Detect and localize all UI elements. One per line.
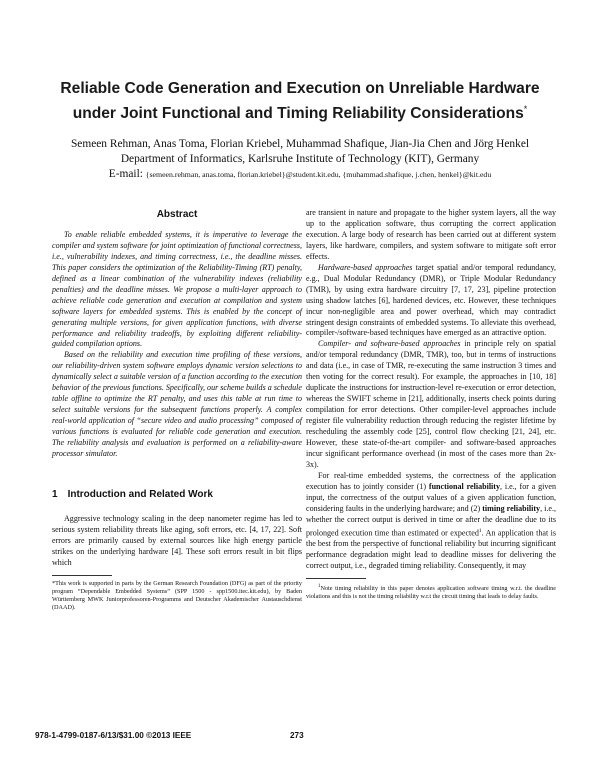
abstract-body [52, 230, 302, 460]
p4-part-d: , i.e., whether the correct output is derived in time or after the deadline due to its prolonged execution time than estimated or expected [306, 503, 557, 538]
abstract-paragraph-1: To enable reliable embedded systems, it is imperative to leverage the compiler and system software for joint optimization of functional correctness, i.e., vulnerability indexes, and timing correctness, i.e., the deadline misses. This paper considers the optimization of the Reliability-Timing (RT) penalty, defined as a linear combination of the vulnerability indexes (reliability penalties) and the deadline misses. We propose a multi-layer approach to achieve reliable code generation and execution at compilation and system software layers for embedded systems. This is enabled by the concept of generating multiple versions, for given application functions, with diverse performance and reliability tradeoffs, by exploiting different reliability-guided compilation options. [52, 229, 302, 349]
p4-part-a: For real-time embedded systems, the correctness of the application execution has to jointly consider (1) [306, 470, 556, 491]
functional-reliability-term: functional reliability [428, 481, 500, 491]
title-footnote-mark: * [523, 104, 528, 114]
title-line-2 [40, 99, 560, 124]
left-column [52, 208, 302, 613]
abstract-heading: Abstract [156, 209, 198, 220]
compiler-approaches-term: Compiler- and software-based approaches [318, 339, 461, 349]
intro-heading [52, 490, 302, 501]
right-paragraph-2 [306, 263, 556, 340]
timing-footnote-text: Note timing reliability in this paper denotes application software timing w.r.t. the deadline violations and this is not the timing reliability w.r.t the circuit timing that leads to delay faults. [306, 585, 556, 601]
author-block [20, 137, 580, 182]
p4-part-e: . An application that is the best from the perspective of functional reliability but incurring significant performance degradation might lead to deadline misses for delivering the correct output, i.e., degraded timing reliability. Consequently, it may [306, 528, 556, 571]
right-paragraph-2-text: target spatial and/or temporal redundancy, e.g., Dual Modular Redundancy (DMR), or Triple Modular Redundancy (TMR), by using extra hardware circuitry [7, 17, 23], pipeline protection using shadow latches [6], hardened devices, etc. However, these techniques incur non-negligible area and power overhead, which may contradict stringent design constraints of embedded systems. To alleviate this overhead, compiler-/software-based techniques have emerged as an attractive option. [306, 262, 557, 338]
p4-part-c: , i.e., for a given input, the correctness of the output values of a given application function, considering faults in the underlying hardware; and (2) [306, 481, 557, 513]
timing-reliability-term: timing reliability [482, 503, 541, 513]
timing-footnote [306, 583, 556, 601]
section-title: Introduction and Related Work [67, 488, 213, 500]
email-addresses: {semeen.rehman, anas.toma, florian.kriebel}@student.kit.edu, {muhammad.shafique, j.chen, henkel}@kit.edu [145, 170, 492, 179]
footnote-mark-1: 1 [318, 584, 321, 590]
email-label: E-mail: [108, 168, 143, 180]
right-footnote-rule [306, 578, 366, 579]
intro-paragraph-1: Aggressive technology scaling in the deep nanometer regime has led to serious system reliability threats like aging, soft errors, etc. [4, 17, 22]. Soft errors are primarily caused by external sources like high energy particle strikes on the underlying hardware [4]. These soft errors result in bit flips which [52, 513, 302, 567]
title-line-2-text: under Joint Functional and Timing Reliability Considerations [72, 105, 524, 123]
intro-body [52, 514, 302, 569]
page-number: 273 [290, 731, 304, 740]
paper-title [40, 78, 560, 124]
hardware-approaches-term: Hardware-based approaches [318, 262, 413, 272]
right-paragraph-3-text: in principle rely on spatial and/or temporal redundancy (DMR, TMR), too, but in terms of instructions and data (i.e., in case of TMR, re-executing the same instruction 3 times and then voting for the correct result). For example, the approaches in [10, 18] duplicate the instructions for instruction-level re-execution or error detection, whereas the SWIFT scheme in [21], additionally, inserts check points during compilation for error detections. Other compiler-level approaches include register file vulnerability reduction through reducing the register lifetime by rescheduling the assembly code [25], control flow checking [21, 24], etc. However, these state-of-the-art compiler- and software-based approaches incur significant performance overhead (in most of the cases more than 2x-3x). [306, 339, 556, 469]
right-column [306, 208, 556, 602]
abstract-paragraph-2: Based on the reliability and execution time profiling of these versions, our reliability-driven system software employs dynamic version selections to dynamically select a suitable version of a function according to the execution behavior of the previous functions. Specifically, our scheme builds a schedule table offline to optimize the RT penalty, and uses this table at run time to select suitable versions for the subsequent functions properly. A complex real-world application of “secure video and audio processing” composed of various functions is evaluated for reliable code generation and execution. The reliability analysis and evaluation is performed on a reliability-aware processor simulator. [52, 350, 302, 459]
footnote-rule [52, 575, 112, 576]
footnote-ref-1: 1 [478, 527, 482, 534]
funding-footnote: *This work is supported in parts by the German Research Foundation (DFG) as part of the priority program “Dependable Embedded Systems” (SPP 1500 - spp1500.itec.kit.edu), by Baden Württemberg MWK Juniorprofessoren-Programms and Deutscher Akademischer Austauschdienst (DAAD). [52, 579, 302, 612]
right-paragraph-3 [306, 339, 556, 470]
section-number: 1 [52, 488, 58, 500]
email-line [20, 167, 580, 182]
right-paragraph-1: are transient in nature and propagate to the higher system layers, all the way up to the application software, thus corrupting the correct application execution. A large body of research has been carried out at different system layers, like hardware, compilers, and system software to mitigate soft error effects. [306, 208, 556, 261]
isbn-footer: 978-1-4799-0187-6/13/$31.00 ©2013 IEEE [35, 731, 192, 740]
author-list: Semeen Rehman, Anas Toma, Florian Kriebel, Muhammad Shafique, Jian-Jia Chen and Jörg Henkel [70, 138, 530, 150]
right-paragraph-4 [306, 471, 556, 572]
title-line-1: Reliable Code Generation and Execution on Unreliable Hardware [60, 80, 540, 97]
affiliation: Department of Informatics, Karlsruhe Institute of Technology (KIT), Germany [120, 153, 480, 165]
